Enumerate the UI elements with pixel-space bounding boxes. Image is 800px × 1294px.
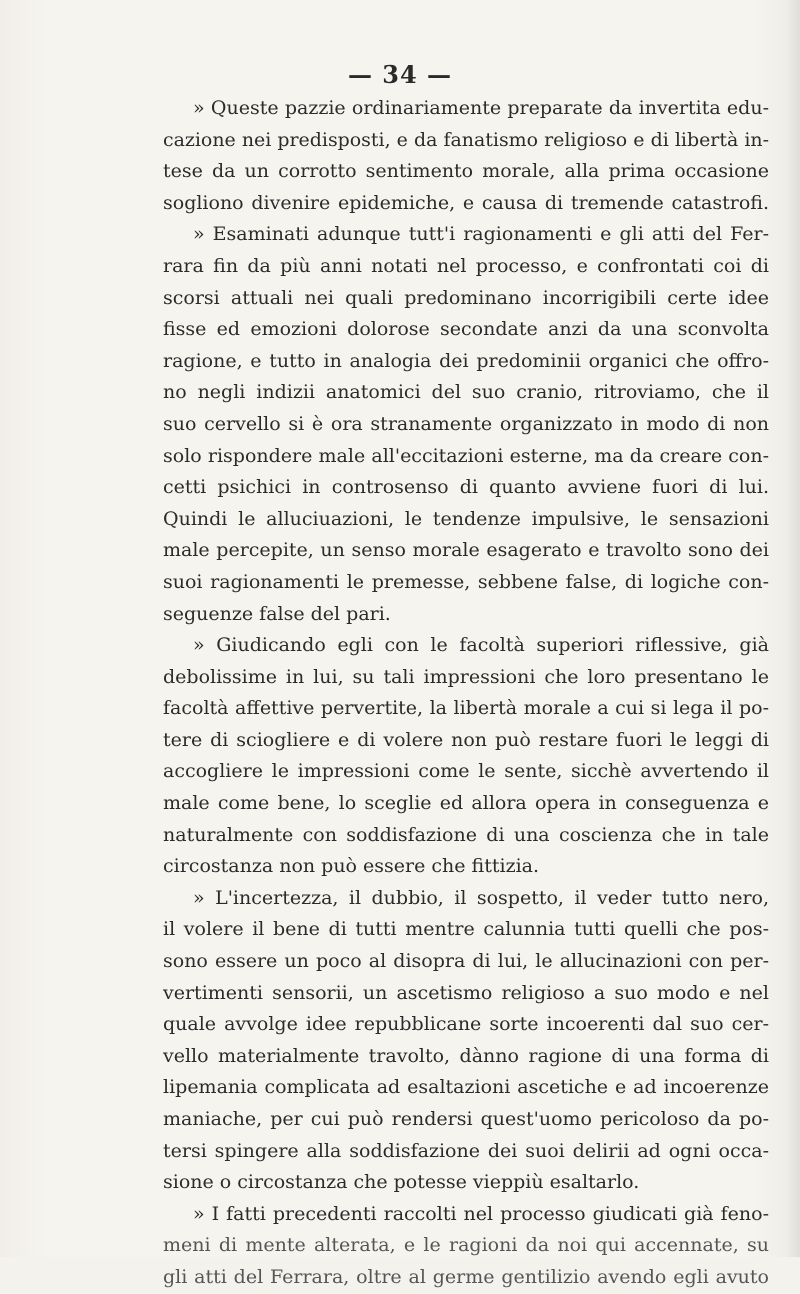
text-line: vello materialmente travolto, dànno ragione di una forma di <box>163 1044 769 1067</box>
text-line: Quindi le alluciuazioni, le tendenze impulsive, le sensazioni <box>163 507 769 530</box>
text-line: rara fin da più anni notati nel processo, e confrontati coi di <box>163 254 769 277</box>
text-line: maniache, per cui può rendersi quest'uomo pericoloso da po- <box>163 1108 769 1130</box>
paragraph <box>163 630 769 883</box>
text-line: quale avvolge idee repubblicane sorte incoerenti dal suo cer- <box>163 1013 769 1036</box>
text-line: suo cervello si è ora stranamente organizzato in modo di non <box>163 412 769 435</box>
text-line: ragione, e tutto in analogia dei predominii organici che offro- <box>163 349 769 372</box>
page-number: — 34 — <box>347 60 453 89</box>
text-line: » Queste pazzie ordinariamente preparate da invertita edu- <box>193 97 769 119</box>
body-text <box>163 93 769 1294</box>
text-line: suoi ragionamenti le premesse, sebbene false, di logiche con- <box>163 570 769 593</box>
text-line: meni di mente alterata, e le ragioni da noi qui accennate, su <box>163 1234 769 1257</box>
text-line: sione o circostanza che potesse vieppiù esaltarlo. <box>163 1171 640 1194</box>
text-line: fisse ed emozioni dolorose secondate anzi da una sconvolta <box>163 318 769 341</box>
text-line: sono essere un poco al disopra di lui, le allucinazioni con per- <box>163 950 769 973</box>
text-line: vertimenti sensorii, un ascetismo religioso a suo modo e nel <box>163 981 769 1004</box>
page-edge-shadow <box>786 0 800 1257</box>
text-line: cetti psichici in controsenso di quanto avviene fuori di lui. <box>163 476 769 499</box>
text-line: » L'incertezza, il dubbio, il sospetto, il veder tutto nero, <box>193 886 769 909</box>
text-line: cazione nei predisposti, e da fanatismo religioso e di libertà in- <box>163 128 769 151</box>
text-line: » Esaminati adunque tutt'i ragionamenti e gli atti del Fer- <box>193 223 769 246</box>
text-line: tere di sciogliere e di volere non può restare fuori le leggi di <box>163 728 769 751</box>
paragraph <box>163 93 769 219</box>
text-line: male percepite, un senso morale esagerato e travolto sono dei <box>163 539 769 562</box>
paragraph <box>163 883 769 1199</box>
text-line: » I fatti precedenti raccolti nel processo giudicati già feno- <box>193 1202 769 1225</box>
text-line: » Giudicando egli con le facoltà superiori riflessive, già <box>193 634 769 657</box>
text-line: tersi spingere alla soddisfazione dei suoi delirii ad ogni occa- <box>163 1139 769 1162</box>
text-line: male come bene, lo sceglie ed allora opera in conseguenza e <box>163 792 769 815</box>
text-line: sogliono divenire epidemiche, e causa di tremende catastrofi. <box>163 191 769 214</box>
text-line: gli atti del Ferrara, oltre al germe gentilizio avendo egli avuto <box>163 1265 769 1288</box>
text-line: no negli indizii anatomici del suo cranio, ritroviamo, che il <box>163 381 769 404</box>
text-line: facoltà affettive pervertite, la libertà morale a cui si lega il po- <box>163 697 769 720</box>
text-line: seguenze false del pari. <box>163 602 391 625</box>
text-line: scorsi attuali nei quali predominano incorrigibili certe idee <box>163 286 769 309</box>
text-line: solo rispondere male all'eccitazioni esterne, ma da creare con- <box>163 444 769 467</box>
paragraph <box>163 1199 769 1294</box>
text-line: naturalmente con soddisfazione di una coscienza che in tale <box>163 823 769 846</box>
text-line: accogliere le impressioni come le sente, sicchè avvertendo il <box>163 760 769 783</box>
text-line: tese da un corrotto sentimento morale, alla prima occasione <box>163 160 769 183</box>
text-line: il volere il bene di tutti mentre calunnia tutti quelli che pos- <box>163 918 769 941</box>
text-line: debolissime in lui, su tali impressioni che loro presentano le <box>163 665 769 688</box>
text-line: circostanza non può essere che fittizia. <box>163 855 540 878</box>
text-line: lipemania complicata ad esaltazioni ascetiche e ad incoerenze <box>163 1076 769 1099</box>
paragraph <box>163 219 769 630</box>
